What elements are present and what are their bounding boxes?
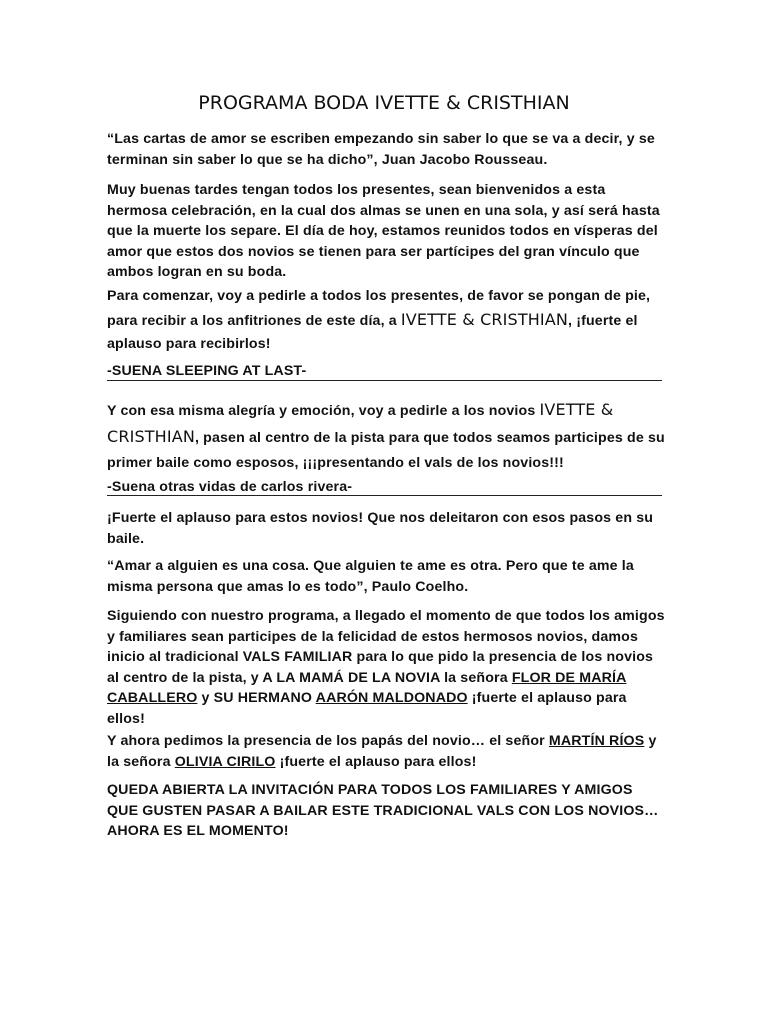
parents-text-after: ¡fuerte el aplauso para ellos! [275,753,477,770]
song-cue-otras-vidas: -Suena otras vidas de carlos rivera- [107,479,353,495]
family-text-mid: y SU HERMANO [197,690,316,706]
entrance-text-after: , ¡fuerte el aplauso para recibirlos! [107,313,638,352]
quote-coelho: “Amar a alguien es una cosa. Que alguien te ame es otra. Pero que te ame la misma persona que amas lo es todo”, Paulo Coelho. [107,558,634,595]
welcome-paragraph: Muy buenas tardes tengan todos los presentes, sean bienvenidos a esta hermosa celebración, en la cual dos almas se unen en una sola, y así será hasta que la muerte los separe. El día de hoy, estamos reunidos todos en vísperas del amor que estos dos novios se tienen para ser partícipes del gran vínculo que ambos logran en su boda. [107,182,660,280]
open-invitation-paragraph: QUEDA ABIERTA LA INVITACIÓN PARA TODOS LOS FAMILIARES Y AMIGOS QUE GUSTEN PASAR A BAILAR ESTE TRADICIONAL VALS CON LOS NOVIOS… AHORA ES EL MOMENTO! [107,782,659,839]
family-waltz-paragraph [107,606,667,729]
divider-line [107,495,662,496]
family-text-after: ¡fuerte el aplauso para ellos! [107,690,627,727]
parents-text-before: Y ahora pedimos la presencia de los papás del novio… el señor [107,733,549,749]
bride-brother-name: AARÓN MALDONADO [315,690,468,706]
groom-parents-paragraph [107,731,667,772]
couple-names: IVETTE & CRISTHIAN [107,400,614,446]
divider-line [107,380,662,381]
bride-mother-name: FLOR DE MARÍA CABALLERO [107,669,627,706]
page-title: PROGRAMA BODA IVETTE & CRISTHIAN [198,92,570,114]
entrance-text-before: Para comenzar, voy a pedirle a todos los presentes, de favor se pongan de pie, para recibir a los anfitriones de este día, a [107,288,651,329]
applause-paragraph: ¡Fuerte el aplauso para estos novios! Que nos deleitaron con esos pasos en su baile. [107,510,654,547]
quote-rousseau: “Las cartas de amor se escriben empezando sin saber lo que se va a decir, y se terminan sin saber lo que se ha dicho”, Juan Jacobo Rousseau. [107,131,655,168]
couple-names: IVETTE & CRISTHIAN [400,310,569,329]
dance-text-before: Y con esa misma alegría y emoción, voy a pedirle a los novios [107,403,540,419]
song-cue-sleeping-at-last: -SUENA SLEEPING AT LAST- [107,363,307,379]
entrance-paragraph [107,285,667,356]
groom-father-name: MARTÍN RÍOS [548,733,645,749]
groom-mother-name: OLIVIA CIRILO [174,753,276,770]
dance-text-after: , pasen al centro de la pista para que todos seamos participes de su primer baile como esposos, ¡¡¡presentando el vals de los novios!!! [107,430,665,471]
family-text-before: Siguiendo con nuestro programa, a llegado el momento de que todos los amigos y familiares sean participes de la felicidad de estos hermosos novios, damos inicio al tradicional VALS FAMILIAR para lo que pido la presencia de los novios al centro de la pista, y A LA MAMÁ DE LA NOVIA la señora [107,608,665,686]
parents-text-mid: y la señora [107,733,657,770]
first-dance-paragraph [107,397,667,476]
